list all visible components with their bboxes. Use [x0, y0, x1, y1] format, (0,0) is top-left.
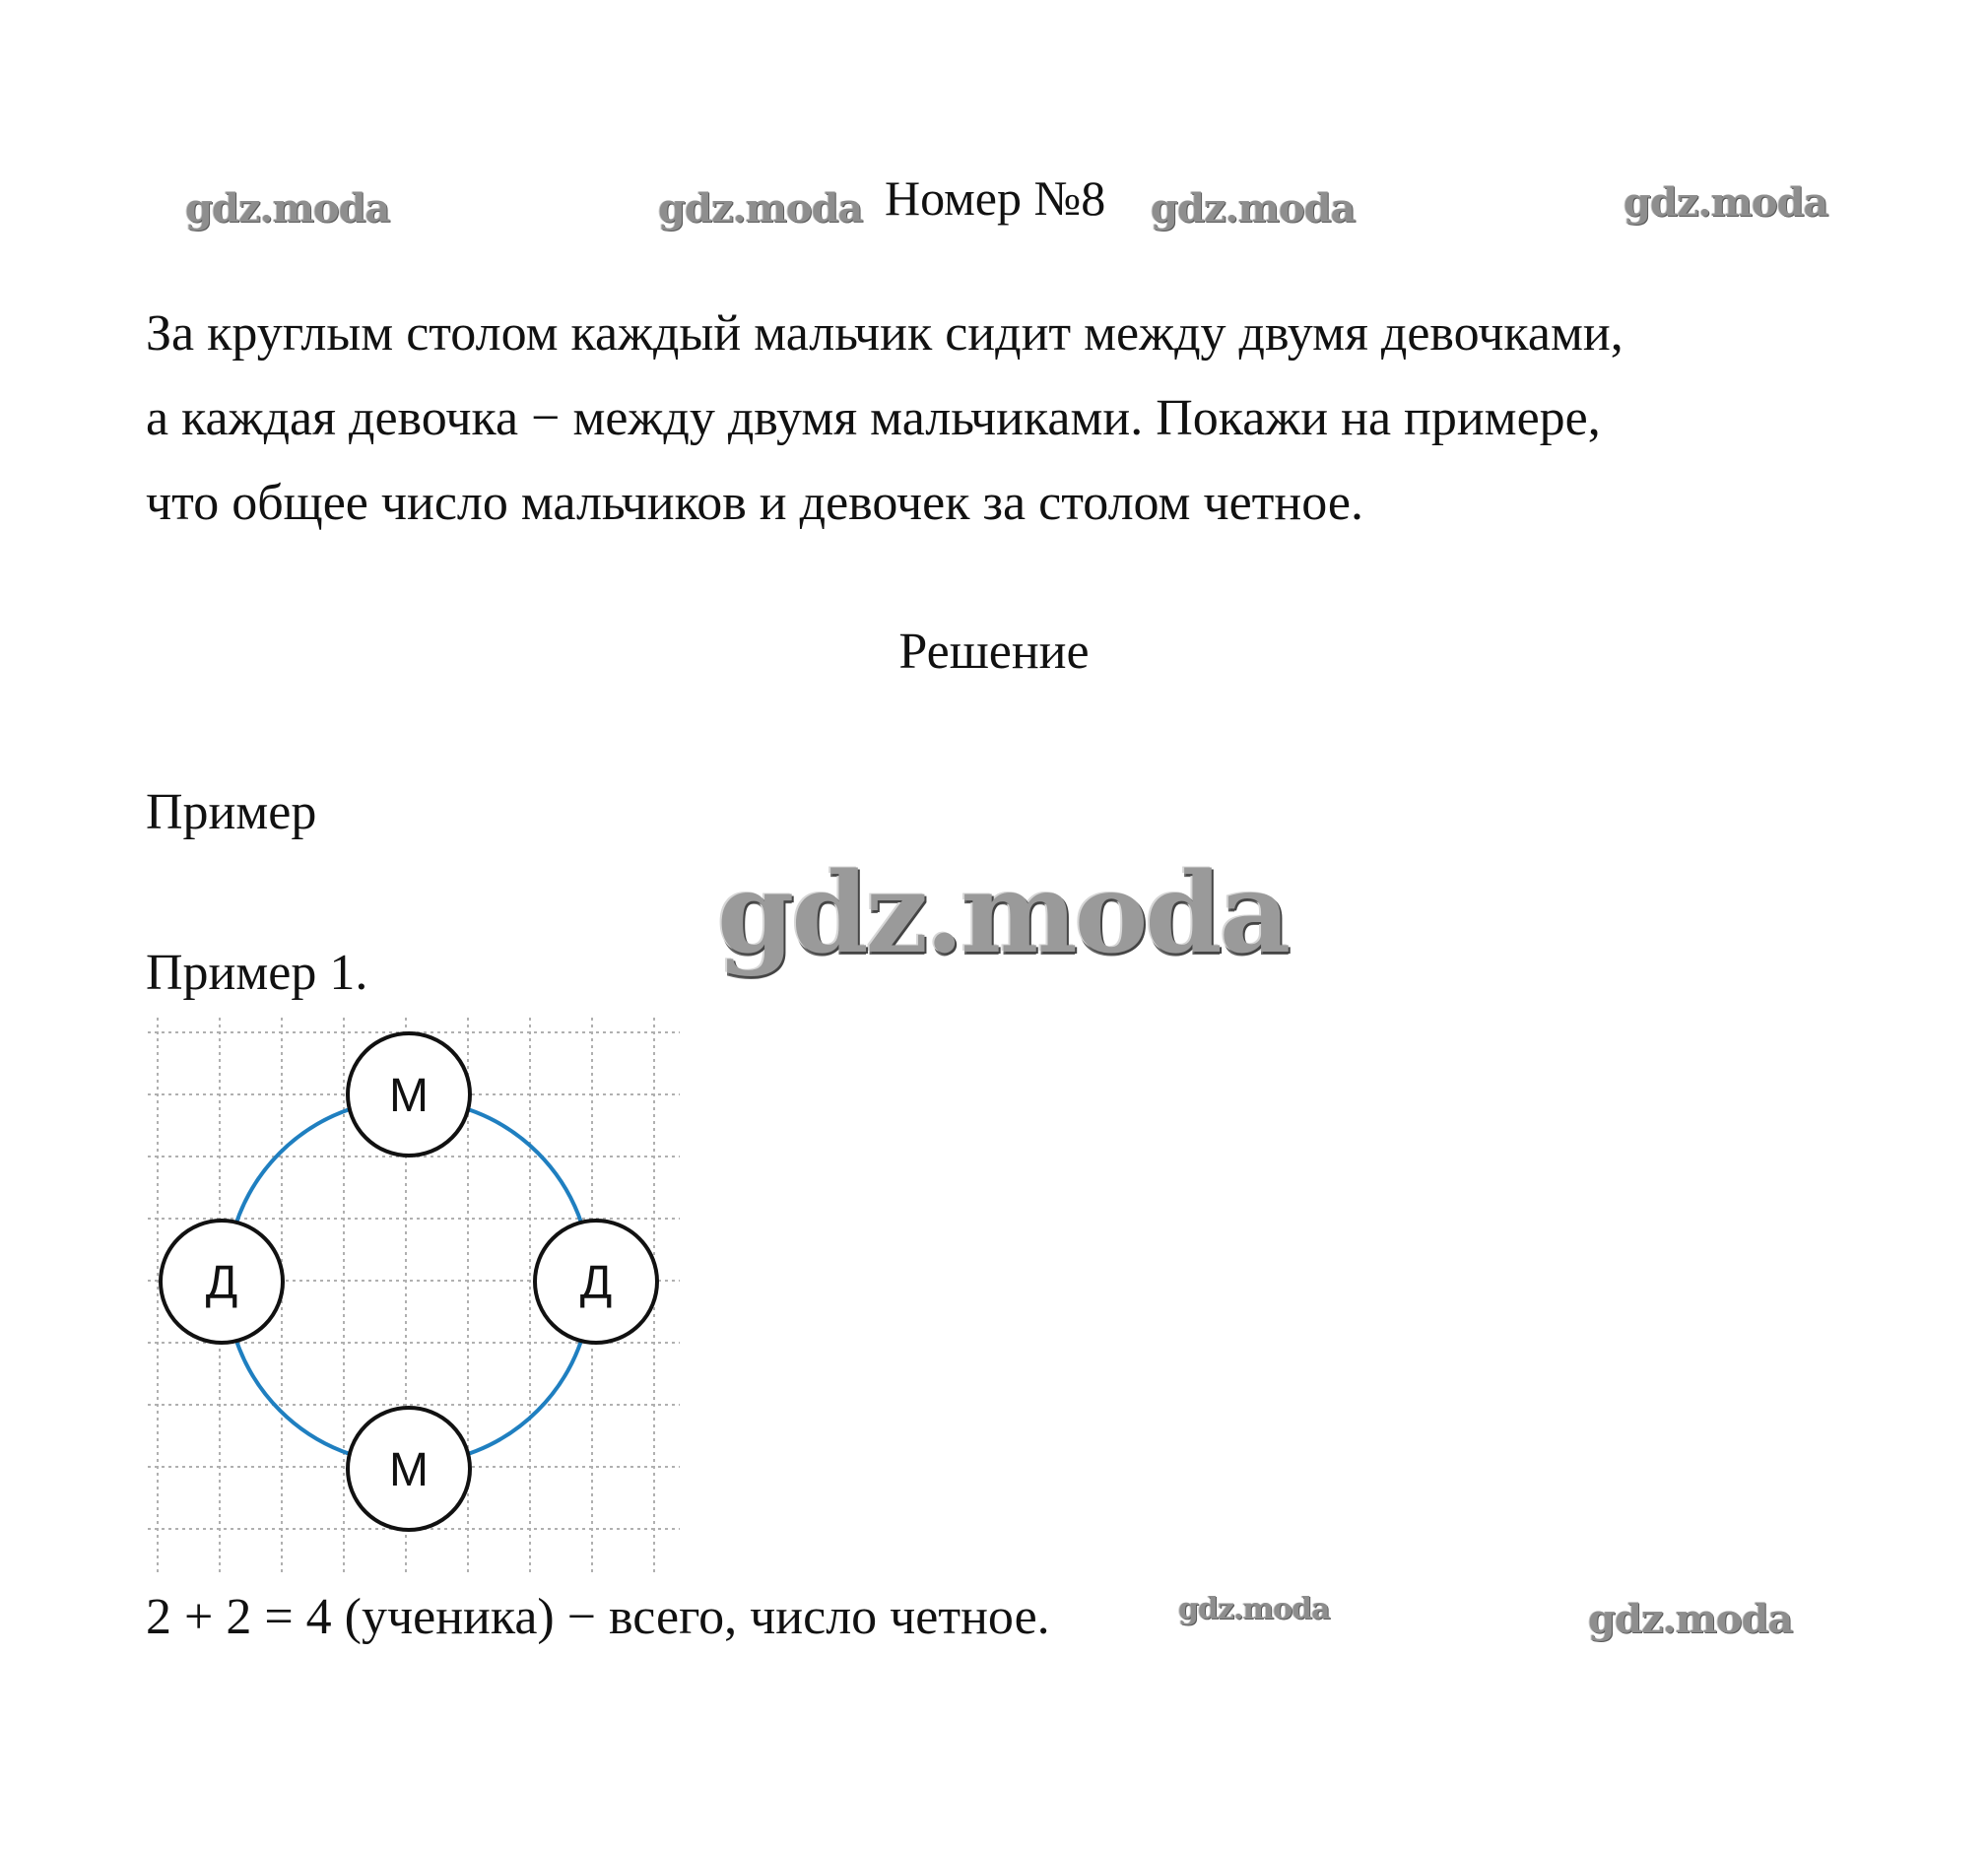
example-label: Пример 1.	[146, 945, 368, 1001]
watermark: gdz.moda	[1178, 1592, 1330, 1626]
problem-line: За круглым столом каждый мальчик сидит между двумя девочками,	[146, 305, 1624, 362]
seat-label: Д	[579, 1257, 613, 1309]
seat-label: Д	[205, 1257, 238, 1309]
solution-heading: Решение	[898, 624, 1090, 680]
result-text: 2 + 2 = 4 (ученика) − всего, число четное.	[146, 1589, 1050, 1645]
watermark: gdz.moda	[1588, 1596, 1793, 1642]
watermark-large: gdz.moda	[717, 849, 1289, 978]
seat-label: М	[389, 1444, 429, 1496]
seating-diagram	[148, 1018, 680, 1574]
watermark: gdz.moda	[185, 185, 390, 232]
problem-line: что общее число мальчиков и девочек за столом четное.	[146, 475, 1363, 531]
seat-left	[161, 1221, 283, 1343]
problem-line: а каждая девочка − между двумя мальчиками. Покажи на примере,	[146, 390, 1601, 446]
seat-top	[348, 1033, 470, 1156]
seat-label: М	[389, 1070, 429, 1122]
watermark: gdz.moda	[1624, 179, 1828, 226]
seat-right	[535, 1221, 657, 1343]
seat-bottom	[348, 1408, 470, 1530]
problem-text	[146, 292, 1899, 546]
watermark: gdz.moda	[1151, 185, 1356, 232]
page-title: Номер №8	[885, 170, 1106, 226]
example-heading: Пример	[146, 784, 317, 840]
watermark: gdz.moda	[658, 185, 863, 232]
